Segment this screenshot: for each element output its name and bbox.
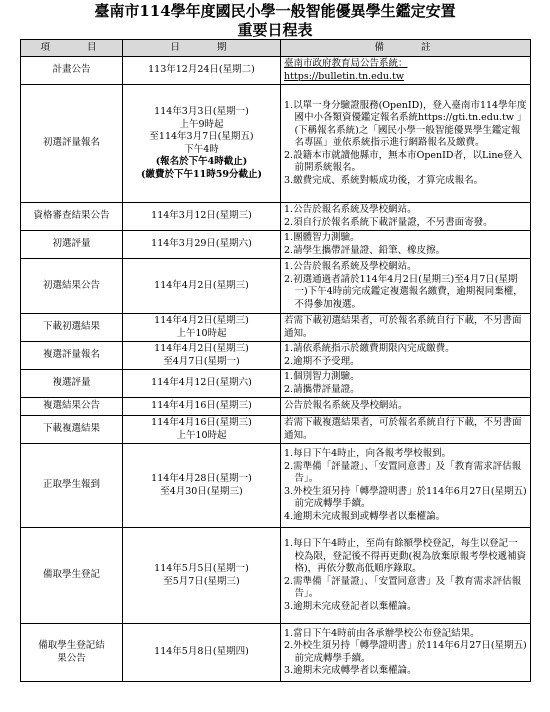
list-item: 2.初選通過者請於114年4月2日(星期三)至4月7日(星期一)下午4時前完成鑑定複選報名繳費，逾期視同棄權，不得參加複選。 <box>284 273 523 310</box>
list-item: 2.外校生須另持「轉學證明書」於114年6月27日(星期五)前完成轉學手續。 <box>284 640 527 664</box>
column-header-date: 日 期 <box>123 40 281 57</box>
list-item: 1.請依系統指示於繳費期限內完成繳費。 <box>284 343 455 354</box>
row-notes <box>281 231 531 259</box>
row-item: 下載初選結果 <box>21 314 123 342</box>
row-date: 114年3月12日(星期三) <box>123 203 281 231</box>
list-item: 3.繳費完成、系統對帳成功後，才算完成報名。 <box>284 174 484 186</box>
row-date: 114年4月16日(星期三) <box>123 398 281 416</box>
table-row <box>21 342 531 370</box>
row-notes <box>281 57 531 85</box>
table-row <box>21 85 531 203</box>
table-row <box>21 444 531 528</box>
row-notes <box>281 370 531 398</box>
row-date: 114年5月5日(星期一) 至5月7日(星期三) <box>123 528 281 624</box>
page-title: 臺南市114學年度國民小學一般智能優異學生鑑定安置 <box>94 2 456 20</box>
row-notes: 若需下載複選結果者，可於報名系統自行下載，不另書面通知。 <box>281 416 531 444</box>
table-row <box>21 57 531 85</box>
row-date: 114年4月28日(星期一) 至4月30日(星期三) <box>123 444 281 528</box>
bulletin-link[interactable]: 臺南市政府教育局公告系統：https://bulletin.tn.edu.tw <box>284 58 408 82</box>
row-notes <box>281 259 531 314</box>
list-item: 1.以單一身分驗證服務(OpenID)，登入臺南市114學年度國中小各類資優鑑定報名系統https://gti.tn.edu.tw 」(下稱報名系統)之「國民小學一般智能優異學生鑑定報名專區」並依系統指示進行網路報名及繳費。 <box>284 99 527 149</box>
page-subtitle: 重要日程表 <box>237 21 313 39</box>
row-date: 114年4月12日(星期六) <box>123 370 281 398</box>
row-date: 114年3月3日(星期一) 上午9時起 至114年3月7日(星期五) 下午4時 (報名於下午4時截止) (繳費於下午11時59分截止) <box>123 85 281 203</box>
row-item: 資格審查結果公告 <box>21 203 123 231</box>
row-date: 114年4月2日(星期三) 上午10時起 <box>123 314 281 342</box>
table-row <box>21 416 531 444</box>
table-row <box>21 624 531 682</box>
list-item: 4.逾期未完成報到或轉學者以棄權論。 <box>284 510 446 522</box>
row-item: 下載複選結果 <box>21 416 123 444</box>
list-item: 1.公告於報名系統及學校網站。 <box>284 204 417 215</box>
schedule-table <box>20 39 531 682</box>
row-notes: 公告於報名系統及學校網站。 <box>281 398 531 416</box>
row-date: 113年12月24日(星期二) <box>123 57 281 85</box>
table-row <box>21 231 531 259</box>
row-notes <box>281 624 531 682</box>
row-item: 正取學生報到 <box>21 444 123 528</box>
list-item: 2.請學生攜帶評量證、鉛筆、橡皮擦。 <box>284 244 446 256</box>
table-row <box>21 259 531 314</box>
row-item: 備取學生登記結果公告 <box>21 624 123 682</box>
list-item: 2.逾期不予受理。 <box>284 355 360 367</box>
column-header-item: 項 目 <box>21 40 123 57</box>
row-item: 初選評量 <box>21 231 123 259</box>
list-item: 2.設籍本市就讀他縣市，無本市OpenID者，以Line登入前開系統報名。 <box>284 149 523 174</box>
row-item: 複選評量報名 <box>21 342 123 370</box>
list-item: 1.公告於報名系統及學校網站。 <box>284 261 417 272</box>
column-header-notes: 備 註 <box>281 40 531 57</box>
table-row <box>21 314 531 342</box>
list-item: 2.請攜帶評量證。 <box>284 383 360 395</box>
list-item: 1.團體智力測驗。 <box>284 232 360 243</box>
row-notes <box>281 342 531 370</box>
row-item: 初選結果公告 <box>21 259 123 314</box>
list-item: 1.每日下午4時止，至尚有餘額學校登記，每生以登記一校為限，登記後不得再更動(視為放棄原報考學校遞補資格)，再依分數高低順序錄取。 <box>284 538 527 574</box>
list-item: 1.每日下午4時止，向各報考學校報到。 <box>284 448 452 459</box>
row-item: 備取學生登記 <box>21 528 123 624</box>
row-item: 初選評量報名 <box>21 85 123 203</box>
list-item: 3.逾期未完成登記者以棄權論。 <box>284 600 417 612</box>
row-notes <box>281 203 531 231</box>
list-item: 2.需準備「評量證」、「安置同意書」及「教育需求評估報告」。 <box>284 575 522 599</box>
row-item: 複選結果公告 <box>21 398 123 416</box>
list-item: 3.外校生須另持「轉學證明書」於114年6月27日(星期五)前完成轉學手續。 <box>284 485 527 509</box>
row-date: 114年4月2日(星期三) <box>123 259 281 314</box>
row-item: 計畫公告 <box>21 57 123 85</box>
row-notes <box>281 85 531 203</box>
table-row <box>21 203 531 231</box>
list-item: 1.個別智力測驗。 <box>284 371 360 382</box>
row-date: 114年5月8日(星期四) <box>123 624 281 682</box>
row-notes <box>281 528 531 624</box>
table-row <box>21 370 531 398</box>
row-date: 114年4月16日(星期三) 上午10時起 <box>123 416 281 444</box>
list-item: 2.須自行於報名系統下載評量證，不另書面寄發。 <box>284 216 493 228</box>
row-date: 114年4月2日(星期三) 至4月7日(星期一) <box>123 342 281 370</box>
row-item: 複選評量 <box>21 370 123 398</box>
list-item: 1.當日下午4時前由各承辦學校公布登記結果。 <box>284 627 480 639</box>
row-notes: 若需下載初選結果者，可於報名系統自行下載，不另書面通知。 <box>281 314 531 342</box>
list-item: 2.需準備「評量證」、「安置同意書」及「教育需求評估報告」。 <box>284 460 522 484</box>
row-notes <box>281 444 531 528</box>
table-row <box>21 528 531 624</box>
list-item: 3.逾期未完成轉學者以棄權論。 <box>284 665 417 676</box>
row-date: 114年3月29日(星期六) <box>123 231 281 259</box>
table-header-row <box>21 40 531 57</box>
table-row <box>21 398 531 416</box>
